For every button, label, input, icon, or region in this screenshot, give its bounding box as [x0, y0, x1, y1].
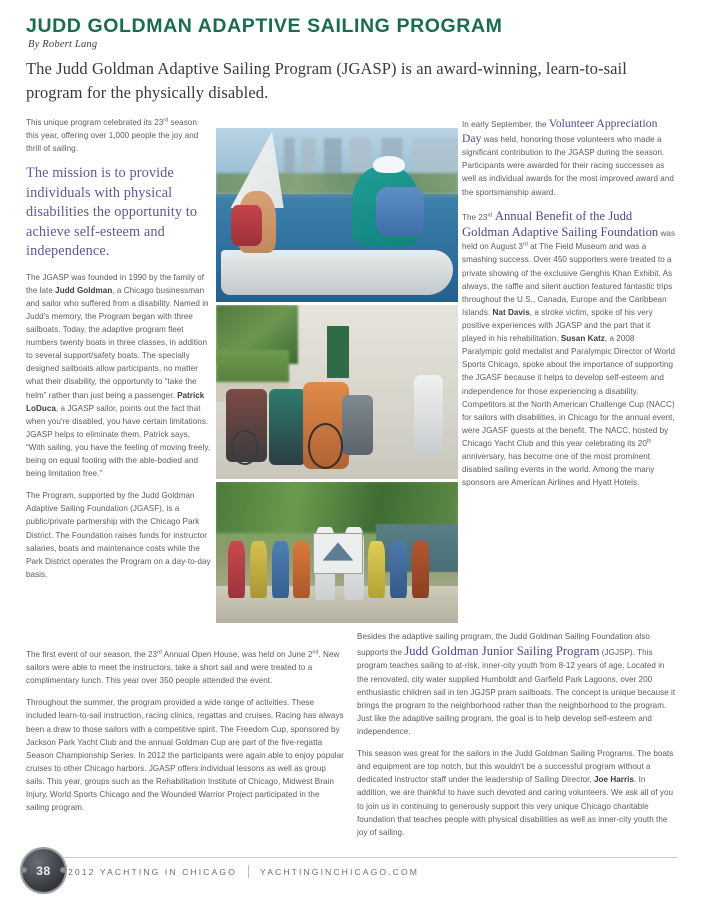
person-name: Patrick LoDuca [26, 390, 205, 413]
ordinal-suffix: rd [157, 649, 162, 656]
wide-right-section [357, 630, 676, 848]
text-run: , a 2008 Paralympic gold medalist and Paralympic Director of World Sports Chicago, spoke about the importance of supporting the JGASF because it helps to develop self-esteem and independence for those experiencing a disability. Competitors at the North American Challenge Cup (NACC) for sailors with disabilities, in Chicago for the annual event, were JGASF guests at the benefit. The NACC, hosted by Chicago Yacht Club and this year celebrating its 20 [462, 334, 676, 449]
person-name: Joe Harris [594, 775, 635, 785]
photo-stack [216, 128, 458, 626]
text-run: was held on August 3 [462, 229, 676, 252]
ordinal-suffix: rd [522, 241, 528, 248]
text-run: anniversary, has become one of the most prominent disabled sailing events in the world. Among the many sponsors are American Airlines and Hyatt Hotels. [462, 452, 655, 488]
text-run: This season was great for the sailors in the Judd Goldman Sailing Programs. The boats and equipment are top notch, but this wouldn't be a successful program without a dedicated instructor staff under the leadership of Sailing Director, [357, 749, 674, 785]
seated-participant-figure [269, 389, 305, 466]
footer-website: YACHTINGINCHICAGO.COM [260, 866, 420, 877]
text-run: Besides the adaptive sailing program, the Judd Goldman Sailing Foundation also supports the [357, 632, 650, 658]
seated-participant-figure [342, 395, 373, 454]
youth-figure [368, 541, 385, 597]
left-text-column [26, 116, 211, 590]
right-paragraph-2 [462, 208, 676, 490]
ordinal-suffix: rd [163, 117, 169, 124]
footer-divider-icon [248, 865, 249, 878]
pull-quote: The mission is to provide individuals with physical disabilities the opportunity to achieve self-esteem and independence. [26, 165, 198, 260]
wide-right-paragraph-1 [357, 630, 676, 738]
article-masthead [26, 16, 676, 104]
life-vest-shape [376, 187, 424, 236]
accent-phrase: Judd Goldman Junior Sailing Program [404, 644, 600, 659]
program-sign [313, 533, 363, 574]
person-name: Susan Katz [560, 334, 605, 344]
youth-figure [293, 541, 310, 597]
photo-junior-sailing-group [216, 482, 458, 623]
instructor-figure [414, 375, 443, 455]
hull-shape [221, 250, 453, 295]
door-shape [327, 326, 349, 378]
ordinal-suffix: rd [487, 211, 493, 218]
wheelchair-wheel-shape [231, 430, 259, 465]
photo-dock-pavilion-group [216, 305, 458, 479]
text-run: was held, honoring those volunteers who made a significant contribution to the JGASP during the season. Participants were awarded for their racing successes as well as individual awards for the most improved award and the sportsmanship award. [462, 135, 674, 197]
youth-figure [412, 541, 429, 597]
ordinal-suffix: th [646, 438, 652, 445]
wide-right-paragraph-2 [357, 747, 676, 839]
photo-adaptive-sailboat [216, 128, 458, 302]
page-title: JUDD GOLDMAN ADAPTIVE SAILING PROGRAM [26, 15, 503, 37]
footer-divider-rule [56, 857, 677, 858]
grass-layer [216, 350, 289, 381]
wide-left-paragraph-2: Throughout the summer, the program provided a wide range of activities. These included learn-to-sail instruction, racing clinics, regattas and cruises. Racing has always been a draw to those sailors with a competitive spirit. The Freedom Cup, sponsored by Jackson Park Yacht Club and the annual Goldman Cup are part of the five-regatta Season Championship Series. In 2012 the participants were again able to enjoy popular cruises to other Chicago harbors. JGASP offers individual lessons as well as group sails. This year, groups such as the Rehabilitation Institute of Chicago, Midwest Brain Injury, World Sports Chicago and the Wounded Warrior Project participated in the sailing program. [26, 698, 344, 813]
text-run: In early September, the [462, 120, 549, 129]
text-run: The first event of our season, the 23 [26, 650, 158, 659]
wheelchair-wheel-shape [308, 423, 343, 469]
left-paragraph-2 [26, 271, 211, 481]
cap-shape [373, 156, 404, 173]
article-deck: The Judd Goldman Adaptive Sailing Program (JGASP) is an award-winning, learn-to-sail program for the physically disabled. [26, 59, 627, 102]
text-run: This unique program celebrated its 23 [26, 118, 164, 127]
text-run: , a Chicago businessman and sailor who suffered from a disability. Named in Judd's memory, the Program began with three sailboats. Today, the adaptive program fleet numbers twenty boats in three classes, in addition to several support/safety boats. The specially designed sailboats allow participants, no matter what their disability, the opportunity to “take the helm” rather than just being a passenger. [26, 285, 209, 400]
accent-phrase: Annual Benefit of the Judd Goldman Adaptive Sailing Foundation [462, 208, 659, 240]
text-run: , a JGASP sailor, points out the fact that when you're disabled, you have certain limitations. JGASP helps to eliminate them. Patrick says, “With sailing, you have the feeling of moving freely, being on equal footing with the able-bodied and being limitation free.” [26, 403, 211, 479]
text-run: , a stroke victim, spoke of his very positive experiences with JGASP and the part that it played in his rehabilitation. [462, 307, 653, 344]
text-run: at The Field Museum and was a smashing success. Over 450 supporters were treated to a private showing of the exclusive Genghis Khan Exhibit. As always, the raffle and silent auction featured fantastic trips throughout the U.S., Canada, Europe and the Caribbean Islands. [462, 242, 673, 317]
youth-figure [250, 541, 267, 597]
left-paragraph-3: The Program, supported by the Judd Goldman Adaptive Sailing Foundation (JGASF), is a public/private partnership with the Chicago Park District. The Foundation raises funds for instructor salaries, boats and maintenance costs while the Park District operates the Program on a day-to-day basis. [26, 491, 211, 579]
text-run: . New sailors were able to meet the instructors, take a short sail and were treated to a complimentary lunch. This year over 350 people attended the event. [26, 650, 340, 686]
accent-phrase: Volunteer Appreciation Day [462, 117, 658, 146]
page-footer [0, 838, 703, 900]
text-run: Annual Open House, was held on June 2 [161, 650, 313, 659]
text-run: The 23 [462, 212, 488, 222]
crew-life-vest-shape [231, 205, 262, 247]
right-paragraph-1 [462, 116, 676, 199]
text-run: season this year, offering over 1,000 people the joy and thrill of sailing. [26, 118, 199, 154]
person-name: Nat Davis [492, 307, 530, 317]
youth-figure [390, 541, 407, 597]
text-run: . In addition, we are thankful to have such devoted and caring volunteers. We ask all of you to join us in continuing to generously support this very unique Chicago charitable foundation that teaches people with physical disabilities as well as inner-city youth the joy of sailing. [357, 775, 674, 837]
text-run: The JGASP was founded in 1990 by the family of the late [26, 272, 205, 295]
youth-figure [228, 541, 245, 597]
footer-text [68, 865, 419, 878]
text-run: (JGJSP). This program teaches sailing to at-risk, inner-city youth from 8-12 years of age. Located in the renovated, city water supplied Humboldt and Garfield Park Lagoons, over 200 enthusiastic children sail in ten JGJSP pram sailboats. The concept is unique because it brings the program to the neighborhood rather than the neighborhood to the program. Just like the adaptive sailing program, the goal is to help develop self-esteem and independence. [357, 648, 676, 737]
wide-left-section [26, 648, 344, 823]
page-number: 38 [36, 863, 51, 878]
porthole-page-badge [22, 849, 65, 892]
left-paragraph-1 [26, 116, 211, 155]
article-byline: By Robert Lang [28, 39, 98, 51]
footer-publication: 2012 YACHTING IN CHICAGO [68, 866, 237, 877]
right-text-column [462, 116, 676, 498]
wide-left-paragraph-1 [26, 648, 344, 687]
person-name: Judd Goldman [55, 285, 113, 295]
youth-figure [272, 541, 289, 597]
ordinal-suffix: nd [312, 649, 319, 656]
